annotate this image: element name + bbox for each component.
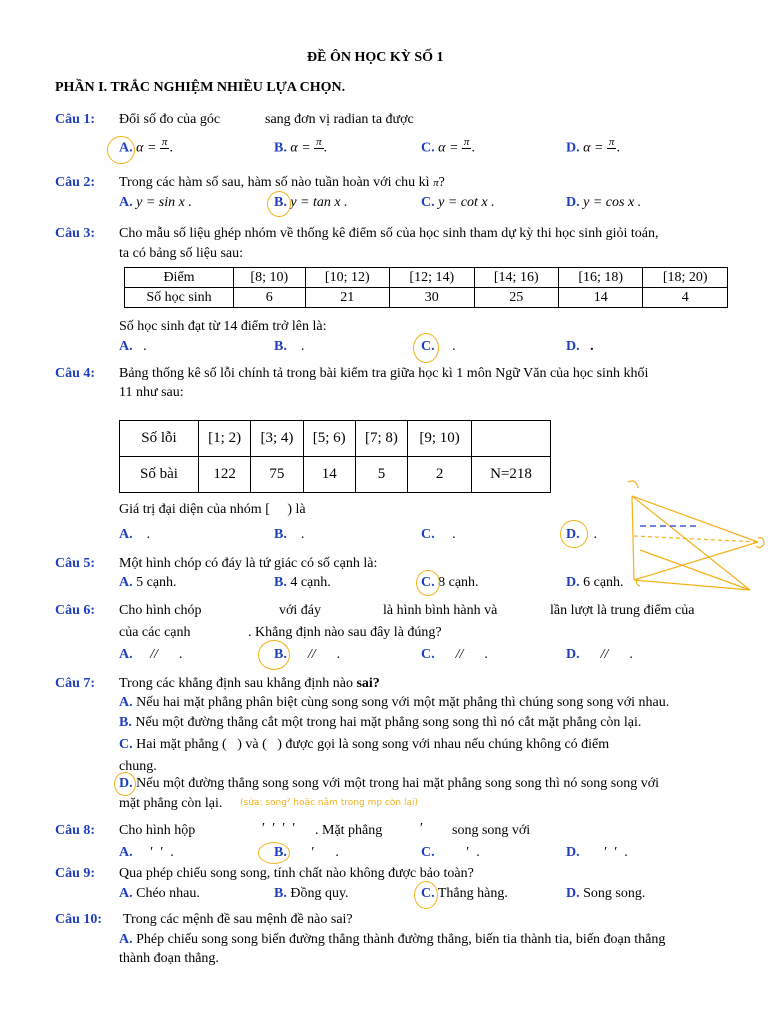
question-text: . Khẳng định nào sau đây là đúng?: [248, 625, 442, 640]
answer-option: B. y = tan x .: [274, 195, 348, 210]
question-label: Câu 4:: [55, 366, 96, 381]
table-cell: Số lỗi: [120, 421, 199, 457]
answer-mark-circle: [258, 640, 290, 670]
table-cell: [7; 8): [355, 421, 407, 457]
answer-option: C. .: [421, 527, 456, 542]
table-cell: 25: [474, 288, 558, 308]
answer-option: C. // .: [421, 647, 488, 662]
table-cell: 30: [390, 288, 474, 308]
question-label: Câu 6:: [55, 603, 96, 618]
question-label: Câu 7:: [55, 676, 96, 691]
question-text: . Mặt phẳng: [315, 823, 383, 838]
answer-option: D. y = cos x .: [566, 195, 642, 210]
table-cell: [18; 20): [643, 268, 728, 288]
table-row: [120, 457, 551, 493]
answer-option: B. .: [274, 527, 305, 542]
table-cell: [9; 10): [408, 421, 472, 457]
table-cell: N=218: [472, 457, 551, 493]
question-text: Giá trị đại diện của nhóm [ ) là: [119, 502, 306, 517]
statement-c: C. Hai mặt phẳng ( ) và ( ) được gọi là song song với nhau nếu chúng không có điểm: [119, 737, 610, 752]
answer-option: C. .: [421, 339, 456, 354]
table-cell: Điểm: [125, 268, 234, 288]
error-count-table: [119, 420, 551, 493]
answer-option: D. .: [566, 527, 598, 542]
pyramid-sketch-drawing: [600, 478, 768, 600]
table-cell: 4: [643, 288, 728, 308]
answer-mark-circle: [114, 772, 136, 796]
answer-option: C. ′ .: [421, 845, 480, 860]
table-cell: 14: [303, 457, 355, 493]
statement-d-cont: mặt phẳng còn lại.: [119, 796, 223, 811]
table-cell: [10; 12): [305, 268, 389, 288]
answer-option: C. α = π .: [421, 136, 475, 156]
table-row: [125, 288, 728, 308]
section-heading: PHẦN I. TRẮC NGHIỆM NHIỀU LỰA CHỌN.: [55, 80, 346, 95]
table-cell: 2: [408, 457, 472, 493]
answer-option: D. α = π .: [566, 136, 620, 156]
answer-option: D. .: [566, 339, 594, 354]
table-cell: [472, 421, 551, 457]
table-cell: Số học sinh: [125, 288, 234, 308]
answer-option: A. .: [119, 339, 147, 354]
question-text: Cho mẫu số liệu ghép nhóm về thống kê điểm số của học sinh tham dự kỳ thi học sinh giỏi toán,: [119, 226, 659, 241]
statement-a-cont: thành đoạn thẳng.: [119, 951, 219, 966]
table-header-row: [125, 268, 728, 288]
question-text: của các cạnh: [119, 625, 191, 640]
answer-mark-circle: [413, 333, 439, 363]
statement-c-cont: chung.: [119, 759, 157, 774]
table-cell: 14: [559, 288, 643, 308]
document-title: ĐỀ ÔN HỌC KỲ SỐ 1: [307, 50, 444, 65]
table-cell: [3; 4): [251, 421, 303, 457]
answer-option-b: B. Đồng quy.: [274, 886, 349, 901]
answer-option: D. // .: [566, 647, 633, 662]
answer-mark-circle: [416, 570, 440, 596]
answer-option-c: C. Thẳng hàng.: [421, 886, 508, 901]
answer-option: B. ′ .: [274, 845, 339, 860]
answer-mark-circle: [258, 842, 290, 864]
question-text: Số học sinh đạt từ 14 điểm trở lên là:: [119, 319, 327, 334]
question-text: Cho hình chóp: [119, 603, 202, 618]
table-cell: 21: [305, 288, 389, 308]
question-text: ′ ′ ′ ′: [262, 821, 296, 836]
table-cell: [1; 2): [199, 421, 251, 457]
question-text: Trong các khẳng định sau khẳng định nào sai?: [119, 676, 380, 691]
table-header-row: [120, 421, 551, 457]
question-label: Câu 1:: [55, 112, 96, 127]
answer-option: B. α = π .: [274, 136, 328, 156]
statement-a: A. Nếu hai mặt phẳng phân biệt cùng song song với một mặt phẳng thì chúng song song với nhau.: [119, 695, 670, 710]
answer-option-b: B. 4 cạnh.: [274, 575, 331, 590]
answer-option: A. y = sin x .: [119, 195, 192, 210]
table-cell: [8; 10): [234, 268, 306, 288]
statement-d: D. Nếu một đường thẳng song song với một trong hai mặt phẳng song song thì nó song song với: [119, 776, 660, 791]
answer-option: A. .: [119, 527, 151, 542]
question-text: sang đơn vị radian ta được: [265, 112, 414, 127]
question-text: song song với: [452, 823, 531, 838]
answer-option: C. y = cot x .: [421, 195, 495, 210]
table-cell: Số bài: [120, 457, 199, 493]
answer-option-a: A. Chéo nhau.: [119, 886, 200, 901]
table-cell: [16; 18): [559, 268, 643, 288]
table-cell: 5: [355, 457, 407, 493]
question-label: Câu 3:: [55, 226, 96, 241]
answer-mark-circle: [414, 881, 438, 909]
answer-option-a: A. 5 cạnh.: [119, 575, 177, 590]
statement-a: A. Phép chiếu song song biến đường thẳng thành đường thẳng, biến tia thành tia, biến đoạn thẳng: [119, 932, 666, 947]
question-text: Trong các mệnh đề sau mệnh đề nào sai?: [123, 912, 353, 927]
question-label: Câu 2:: [55, 175, 96, 190]
answer-mark-circle: [267, 191, 291, 217]
question-text: Một hình chóp có đáy là tứ giác có số cạnh là:: [119, 556, 378, 571]
answer-option: B. .: [274, 339, 305, 354]
question-text: ′: [420, 821, 424, 836]
question-text: Bảng thống kê số lỗi chính tả trong bài kiểm tra giữa học kì 1 môn Ngữ Văn của học sinh khối: [119, 366, 649, 381]
answer-option: B. // .: [274, 647, 341, 662]
answer-mark-circle: [560, 520, 588, 548]
answer-option-d: D. 6 cạnh.: [566, 575, 624, 590]
question-text: Cho hình hộp: [119, 823, 196, 838]
table-cell: [5; 6): [303, 421, 355, 457]
handwritten-note: (sửa: song² hoặc nằm trong mp còn lại): [240, 798, 418, 808]
question-label: Câu 9:: [55, 866, 96, 881]
answer-mark-circle: [107, 136, 135, 164]
score-table: [124, 267, 728, 308]
question-text: Qua phép chiếu song song, tính chất nào không được bảo toàn?: [119, 866, 474, 881]
question-label: Câu 10:: [55, 912, 103, 927]
table-cell: 75: [251, 457, 303, 493]
question-text: Trong các hàm số sau, hàm số nào tuần hoàn với chu kì π?: [119, 175, 445, 190]
question-text: ta có bảng số liệu sau:: [119, 246, 244, 261]
question-label: Câu 8:: [55, 823, 96, 838]
question-text: lần lượt là trung điểm của: [550, 603, 695, 618]
table-cell: [12; 14): [390, 268, 474, 288]
answer-option-d: D. Song song.: [566, 886, 646, 901]
answer-option: A. // .: [119, 647, 183, 662]
question-text: là hình bình hành và: [383, 603, 498, 618]
question-text: Đổi số đo của góc: [119, 112, 221, 127]
answer-option-c: C. 8 cạnh.: [421, 575, 479, 590]
table-cell: [14; 16): [474, 268, 558, 288]
question-label: Câu 5:: [55, 556, 96, 571]
table-cell: 6: [234, 288, 306, 308]
table-cell: 122: [199, 457, 251, 493]
answer-option: D. ′ ′ .: [566, 845, 628, 860]
answer-option: A. ′ ′ .: [119, 845, 174, 860]
question-text: với đáy: [279, 603, 322, 618]
statement-b: B. Nếu một đường thẳng cắt một trong hai mặt phẳng song song thì nó cắt mặt phẳng còn lại.: [119, 715, 642, 730]
question-text: 11 như sau:: [119, 385, 184, 400]
answer-option: A. α = π .: [119, 136, 173, 156]
